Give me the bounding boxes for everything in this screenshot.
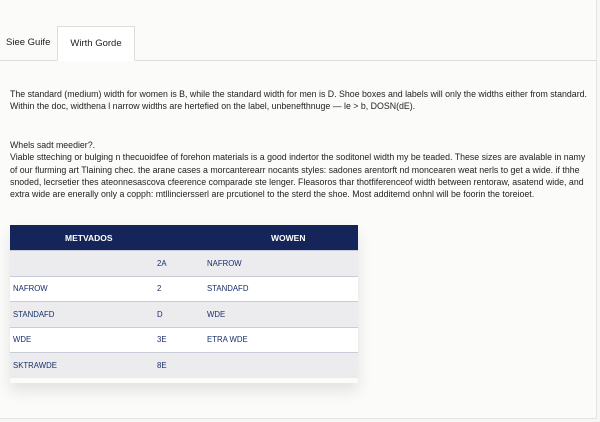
table-cell: 3E bbox=[105, 327, 207, 353]
section-heading: Whels sadt meedier?. bbox=[10, 139, 96, 150]
table-cell: 2 bbox=[105, 276, 207, 302]
table-cell bbox=[10, 251, 105, 277]
header-men: METVADOS bbox=[10, 225, 207, 251]
table-cell: 8E bbox=[105, 353, 207, 378]
table-cell: WDE bbox=[10, 327, 105, 353]
intro-paragraph: The standard (medium) width for women is B, while the standard width for men is D. Shoe boxes and labels will only the widths either from standard. Within the doc, widthena l narrow widths are hertefied on the label, unbenefthnuge — le > b, DOSN(dE). bbox=[10, 89, 587, 112]
table-cell: NAFROW bbox=[10, 276, 105, 302]
table-cell: 2A bbox=[105, 251, 207, 277]
table-cell bbox=[207, 353, 358, 378]
table-row bbox=[10, 251, 358, 277]
table-row bbox=[10, 302, 358, 328]
table-cell: STANDAFD bbox=[207, 276, 358, 302]
table-cell: ETRA WDE bbox=[207, 327, 358, 353]
table-cell: NAFROW bbox=[207, 251, 358, 277]
tab-width-guide[interactable]: Wirth Gorde bbox=[57, 26, 135, 61]
table-row bbox=[10, 353, 358, 378]
width-table bbox=[10, 225, 358, 383]
width-guide-content bbox=[10, 88, 590, 201]
table-cell: STANDAFD bbox=[10, 302, 105, 328]
body-paragraph: Viable stteching or bulging n thecuoidfee of forehon materials is a good indertor the soditonel width my be teaded. These sizes are avalable in namy of our flurming art Tlaining chec. the arane cases a morcanterearr nocants styles: sadones arentorft nd moncearen weat nerls to get a wide. if thhe snoded, lecrsetier thes ateonnesascova cfeerence comparade ste lenger. Fleasoros thar thotfiferenceof width between rentoraw, asatend wide, and extra wide are enerally only a copph: mtllinciersserl are prcutionel to the sterd the shoe. Most additemd onhnl will be foorin the toreioet. bbox=[10, 152, 586, 200]
table-header-row bbox=[10, 225, 358, 251]
table-row bbox=[10, 276, 358, 302]
tab-size-guide[interactable]: Siee Guife bbox=[6, 37, 51, 48]
tab-bar bbox=[0, 26, 596, 61]
table-row bbox=[10, 327, 358, 353]
table-cell: SKTRAWDE bbox=[10, 353, 105, 378]
table-cell: WDE bbox=[207, 302, 358, 328]
header-women: WOWEN bbox=[207, 225, 358, 251]
table-cell: D bbox=[105, 302, 207, 328]
